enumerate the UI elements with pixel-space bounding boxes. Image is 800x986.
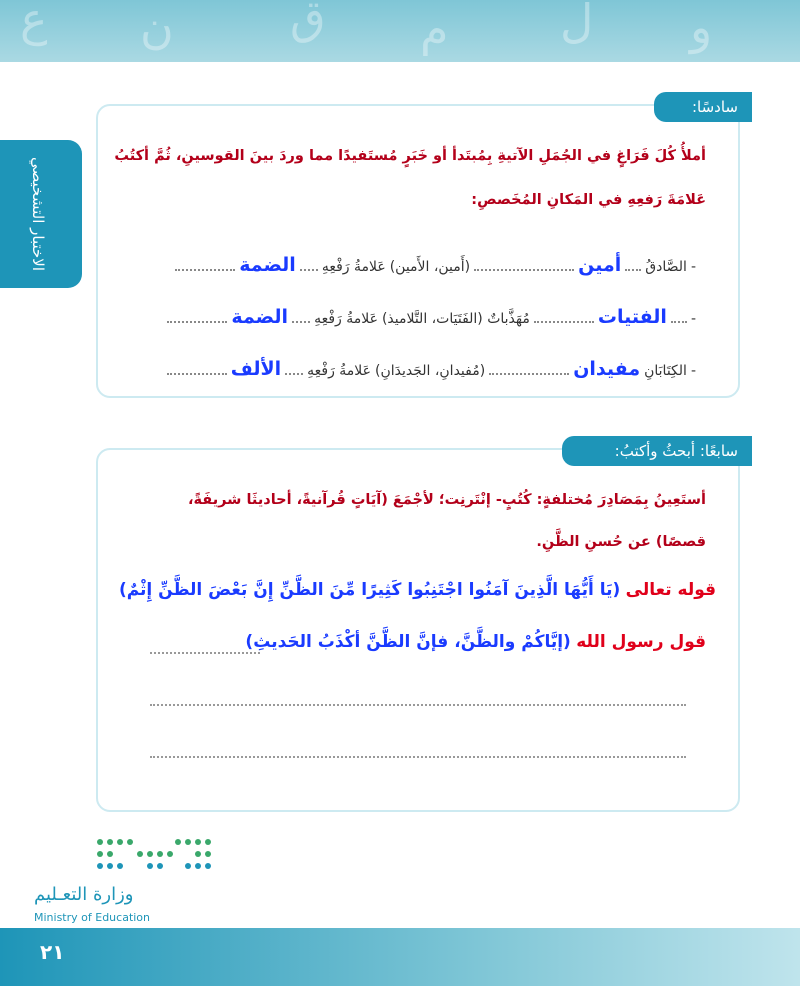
dotted-blank	[671, 320, 687, 323]
dotted-blank	[489, 372, 569, 375]
answer-2-intro: قول رسول الله	[576, 632, 706, 652]
row-mark-answer[interactable]: الضمة	[239, 254, 296, 276]
row-options: (مُفيدانِ، الجَديدَانِ)	[375, 363, 486, 379]
row-options: (أَمين، الأَمين)	[389, 259, 471, 275]
row-dash: -	[690, 363, 696, 379]
answer-line-1[interactable]	[76, 580, 716, 600]
decorative-letter-icon: و	[690, 0, 713, 54]
side-tab	[0, 140, 82, 288]
dotted-blank	[625, 268, 641, 271]
section-seven-instruction-1: أستَعِينُ بِمَصَادِرَ مُختلفةٍ: كُتُبٍ- إنْتَرنِت؛ لأجْمَعَ (آيَاتٍ قُرآنيةً، أحاديثَا شريفَةً،	[187, 492, 706, 508]
section-six-tag: سادسًا:	[654, 92, 752, 122]
section-seven-tag: سابعًا: أبحثُ وأكتبُ:	[562, 436, 752, 466]
answer-line-2[interactable]	[86, 632, 706, 652]
writing-line[interactable]	[150, 756, 686, 758]
dotted-blank	[167, 320, 227, 323]
row-dash: -	[690, 311, 696, 327]
row-word: الصَّادقُ	[645, 259, 687, 275]
ministry-name-english: Ministry of Education	[34, 911, 151, 924]
fill-row	[175, 254, 696, 276]
footer-band	[0, 928, 800, 986]
section-six-instruction-1: أملأُ كُلَ فَرَاغٍ في الجُمَلِ الآتيةِ بِمُبتَدأ أو خَبَرٍ مُستَفيدًا مما وردَ بينَ القوسينِ، ثُمَّ أكتُبُ	[114, 148, 706, 164]
decorative-letter-icon: م	[420, 2, 449, 56]
section-seven-instruction-2: قصصًا) عن حُسنِ الظَّنِ.	[536, 534, 706, 550]
dotted-blank	[474, 268, 574, 271]
decorative-letter-icon: ق	[290, 0, 326, 44]
answer-1-quote: (يَا أَيُّهَا الَّذِينَ آمَنُوا اجْتَنِبُوا كَثِيرًا مِّنَ الظَّنِّ إِنَّ بَعْضَ الظَّنِّ إِثْمٌ)	[118, 580, 621, 600]
dotted-blank	[292, 320, 310, 323]
dotted-blank	[167, 372, 227, 375]
decorative-letter-icon: ل	[560, 0, 594, 48]
ministry-name-arabic: وزارة التعـليم	[34, 884, 134, 905]
top-banner	[0, 0, 800, 62]
row-mark-label: عَلامةُ رَفْعِهِ	[307, 363, 372, 379]
row-mark-answer[interactable]: الألف	[230, 358, 282, 380]
row-dash: -	[690, 259, 696, 275]
ministry-logo-icon	[94, 836, 214, 876]
dotted-blank	[300, 268, 318, 271]
decorative-letter-icon: ع	[20, 0, 48, 46]
row-word: الكِتَابَانِ	[644, 363, 687, 379]
row-mark-label: عَلامةُ رَفْعِهِ	[314, 311, 378, 327]
row-answer[interactable]: أمين	[578, 254, 622, 276]
row-options: مُهَذَّباتٌ (الفَتَيَات، التَّلاميذ)	[381, 311, 530, 327]
dotted-blank	[534, 320, 594, 323]
fill-row	[167, 358, 696, 380]
row-mark-answer[interactable]: الضمة	[231, 306, 289, 328]
page-number: ٢١	[40, 940, 65, 964]
dotted-blank	[175, 268, 235, 271]
row-answer[interactable]: الفتيات	[597, 306, 667, 328]
writing-line[interactable]	[150, 704, 686, 706]
side-tab-label: الاختبار التشخيصي	[29, 157, 47, 271]
fill-row	[167, 306, 696, 328]
row-mark-label: عَلامةُ رَفْعِهِ	[321, 259, 386, 275]
section-six-instruction-2: عَلامَةَ رَفعِهِ في المَكانِ المُخَصصِ:	[471, 192, 706, 208]
answer-2-quote: (إيَّاكُمْ والظَّنَّ، فإنَّ الظَّنَّ أكْذَبُ الحَديثِ)	[245, 632, 571, 652]
decorative-letter-icon: ن	[140, 0, 174, 54]
row-answer[interactable]: مفيدان	[573, 358, 641, 380]
dotted-blank	[285, 372, 303, 375]
writing-line[interactable]	[150, 652, 260, 654]
answer-1-intro: قوله تعالى	[625, 580, 716, 600]
